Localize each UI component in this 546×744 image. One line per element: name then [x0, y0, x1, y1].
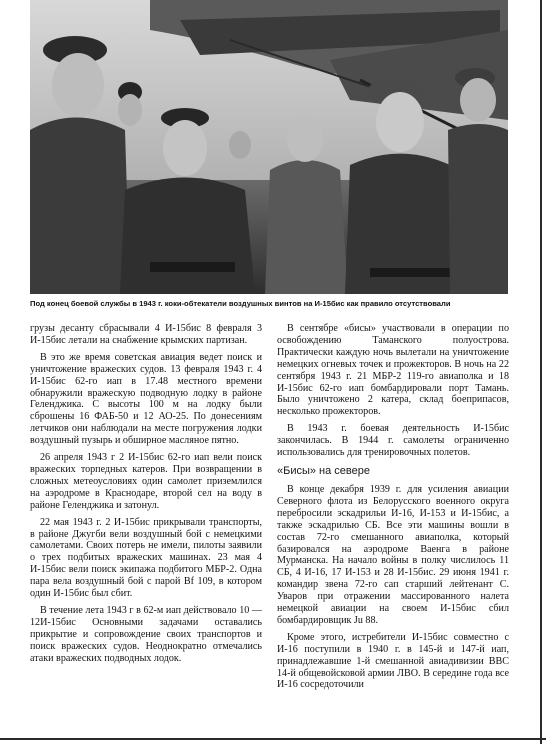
paragraph: В течение лета 1943 г в 62-м иап действовало 10 — 12И-15бис Основными задачами оставались прикрытие и сопровождение своих транспортов и поиск вражеских судов. Неоднократно отмечались атаки вражеских подводных лодок.	[30, 604, 262, 664]
page-border-right	[540, 0, 542, 744]
paragraph: В сентябре «бисы» участвовали в операции по освобождению Таманского полуострова. Практически каждую ночь вылетали на уничтожение немецких огневых точек и прожекторов. В ночь на 22 сентября 1943 г. 21 МБР-2 119-го авиаполка и 18 И-15бис 62-го иап бомбардировали порт Тамань. Было уничтожено 2 катера, склад боеприпасов, несколько прожекторов.	[277, 323, 509, 418]
paragraph: грузы десанту сбрасывали 4 И-15бис 8 февраля 3 И-15бис летали на снабжение крымских партизан.	[30, 323, 262, 346]
section-heading: «Бисы» на севере	[277, 464, 371, 477]
paragraph: 22 мая 1943 г. 2 И-15бис прикрывали транспорты, в районе Джугби вели воздушный бой с немецкими самолетами. Своих потерь не имели, пилоты заявили о трех подбитых вражеских машинах. 23 мая 4 И-15бис вели поиск экипажа подбитого МБР-2. Одна пара вела воздушный бой с парой Bf 109, в котором один И-15бис был сбит.	[30, 516, 262, 600]
figure-caption: Под конец боевой службы в 1943 г. коки-обтекатели воздушных винтов на И-15бис как правило отсутствовали	[30, 299, 451, 308]
paragraph: Кроме этого, истребители И-15бис совместно с И-16 поступили в 1940 г. в 145-й и 147-й иап, принадлежавшие 1-й смешанной авиадивизии ВВС 14-й общевойсковой армии ЛВО. В середине года все И-16 сосредоточили	[277, 631, 509, 691]
paragraph: В 1943 г. боевая деятельность И-15бис закончилась. В 1944 г. самолеты ограниченно использовались для тренировочных полетов.	[277, 423, 509, 459]
photo-illustration	[30, 0, 508, 294]
historical-photo-pilots	[30, 0, 508, 294]
page-border-bottom	[0, 738, 546, 740]
right-column	[277, 323, 509, 696]
paragraph: 26 апреля 1943 г 2 И-15бис 62-го иап вели поиск вражеских торпедных катеров. При возвращении в сложных метеоусловиях один самолет приземлился на аэродроме в Краснодаре, второй сел на воду в районе Геленджика и затонул.	[30, 452, 262, 511]
paragraph: В конце декабря 1939 г. для усиления авиации Северного флота из Белорусского военного округа перебросили эскадрильи И-16, И-153 и И-15бис, а также эскадрилью СБ. Все эти машины вошли в состав 72-го смешанного авиаполка, который базировался на аэродроме Ваенга в районе Мурманска. На начало войны в полку числилось 11 СБ, 4 И-16, 17 И-153 и 28 И-15бис. 29 июня 1941 г. командир звена 72-го сап старший лейтенант С. Уваров при отражении массированного налета немецкой авиации на своем И-15бис сбил бомбардировщик Ju 88.	[277, 483, 509, 626]
paragraph: В это же время советская авиация ведет поиск и уничтожение вражеских судов. 13 февраля 1943 г. 4 И-15бис 62-го иап в 17.48 местного времени обнаружили вражескую подводную лодку в районе Геленджика. С высоты 100 м на лодку были сброшены 16 ФАБ-50 и 12 АО-25. По донесениям летчиков они наблюдали на месте погружения лодки воздушный пузырь и обширное масляное пятно.	[30, 351, 262, 447]
left-column	[30, 323, 262, 669]
